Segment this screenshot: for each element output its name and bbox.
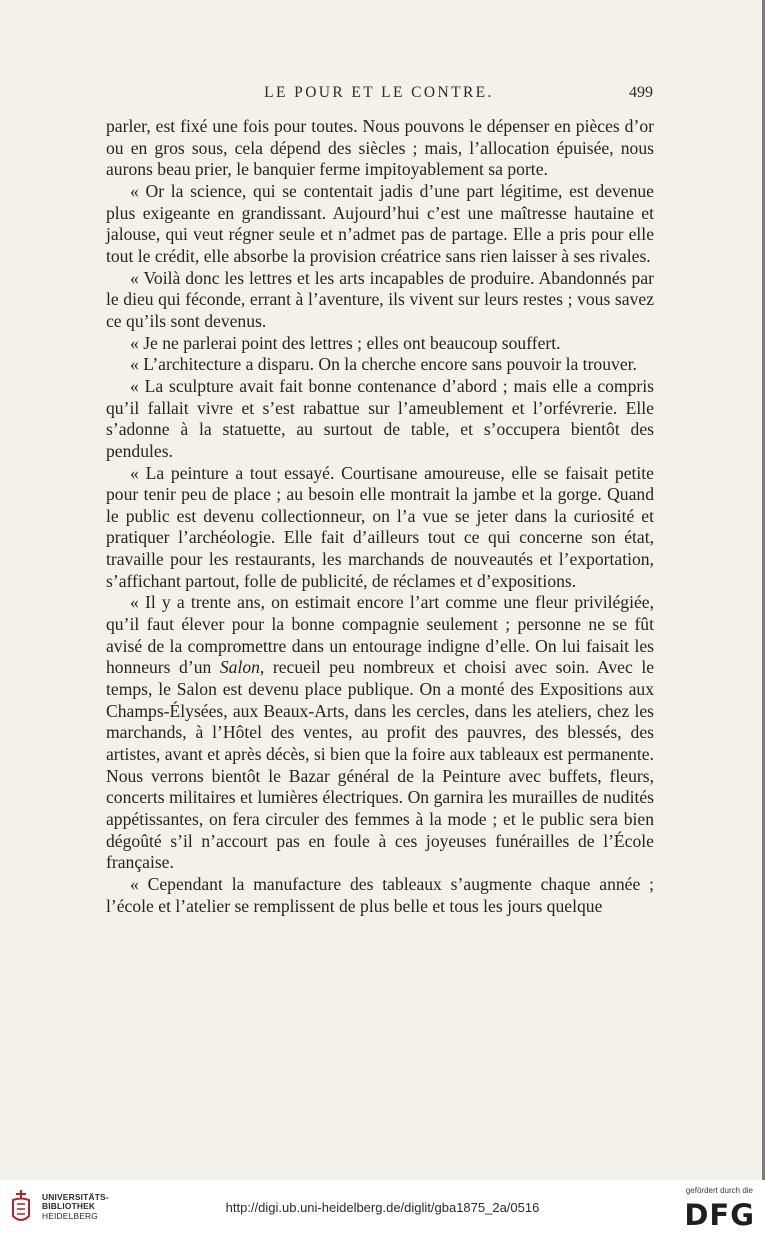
viewer-footer — [0, 1180, 765, 1235]
paragraph: « Or la science, qui se contentait jadis d’une part légitime, est devenue plus exigeante en grandissant. Aujourd’hui c’est une maîtresse hautaine et jalouse, qui veut régner seule et n’admet pas de partage. Elle a pris pour elle tout le crédit, elle absorbe la provision créatrice sans rien laisser à ses rivales. — [106, 180, 654, 266]
salon-italic: Salon — [219, 657, 260, 678]
paragraph: « Voilà donc les lettres et les arts incapables de produire. Abandonnés par le dieu qui féconde, errant à l’aventure, ils vivent sur leurs restes ; vous savez ce qu’ils sont devenus. — [106, 267, 654, 331]
funder-caption: gefördert durch die — [685, 1186, 753, 1195]
library-name-line: UNIVERSITÄTS- — [42, 1192, 109, 1202]
permalink-url[interactable]: http://digi.ub.uni-heidelberg.de/diglit/gba1875_2a/0516 — [225, 1200, 540, 1215]
paragraph: « La peinture a tout essayé. Courtisane amoureuse, elle se faisait petite pour tenir peu de place ; au besoin elle montrait la jambe et la gorge. Quand le public est devenu collectionneur, on l’a vue se jeter dans la curiosité et pratiquer l’archéologie. Elle fait d’ailleurs tout ce qui concerne son état, travaille pour les restaurants, les marchands de nouveautés et l’exportation, s’affichant partout, folle de publicité, de réclames et d’expositions. — [106, 462, 654, 591]
paragraph: parler, est fixé une fois pour toutes. Nous pouvons le dépenser en pièces d’or ou en gros sous, cela dépend des siècles ; mais, l’allocation épuisée, nous aurons beau prier, le banquier ferme impitoyablement sa porte. — [106, 116, 654, 180]
library-name-line: HEIDELBERG — [42, 1210, 98, 1221]
library-name-line: BIBLIOTHEK — [42, 1201, 96, 1212]
paragraph: « La sculpture avait fait bonne contenance d’abord ; mais elle a compris qu’il fallait vivre et s’est rabattue sur l’ameublement et l’orfévrerie. Elle s’adonne à la statuette, au surtout de table, et s’occupera bientôt des pendules. — [106, 375, 654, 461]
running-head — [105, 84, 653, 108]
paragraph: « L’architecture a disparu. On la cherche encore sans pouvoir la trouver. — [130, 354, 637, 375]
dfg-logo[interactable]: DFG — [684, 1198, 755, 1232]
running-title: LE POUR ET LE CONTRE. — [264, 84, 494, 101]
paragraph: « Je ne parlerai point des lettres ; elles ont beaucoup souffert. — [130, 332, 561, 353]
salon-text-after: , recueil peu nombreux et choisi avec soin. Avec le temps, le Salon est devenu place publique. On a monté des Expositions aux Champs-Élysées, aux Beaux-Arts, dans les cercles, dans les ateliers, chez les marchands, à l’Hôtel des ventes, au profit des pauvres, des blessés, des artistes, avant et après décès, si bien que la foire aux tableaux est permanente. Nous verrons bientôt le Bazar général de la Peinture avec buffets, fleurs, concerts militaires et lumières électriques. On garnira les murailles de nudités appétissantes, on fera circuler des femmes à la mode ; et le public sera bien dégoûté s’il n’accourt pas en foule à ces joyeuses funérailles de l’École française. — [106, 657, 655, 873]
body-text — [106, 116, 654, 917]
salon-text-before: « Il y a trente ans, on estimait encore l’art comme une fleur privilégiée, qu’il faut élever pour la bonne compagnie seulement ; personne ne se fût avisé de la compromettre dans un entourage indigne d’elle. On lui faisait les honneurs d’un — [106, 592, 654, 678]
page-number: 499 — [629, 84, 653, 101]
paragraph: « Cependant la manufacture des tableaux s’augmente chaque année ; l’école et l’atelier se remplissent de plus belle et tous les jours quelque — [106, 873, 654, 916]
paragraph-salon — [106, 592, 654, 874]
